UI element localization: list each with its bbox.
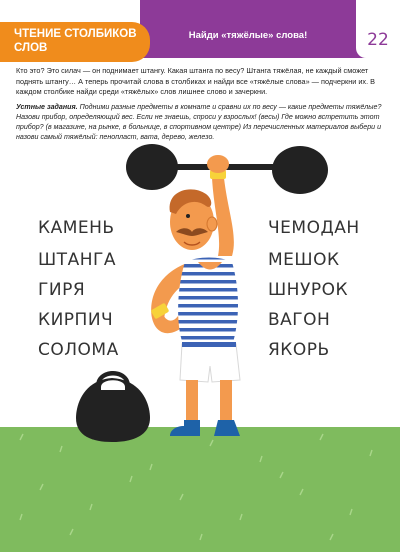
section-title: ЧТЕНИЕ СТОЛБИКОВ СЛОВ bbox=[14, 28, 137, 54]
shorts bbox=[180, 344, 240, 382]
right-word-2: МЕШОК bbox=[268, 250, 340, 270]
left-word-5: СОЛОМА bbox=[38, 340, 119, 360]
striped-shirt bbox=[178, 258, 238, 347]
barbell-right-weight bbox=[272, 146, 328, 194]
grass bbox=[0, 427, 400, 552]
barbell-left-weight bbox=[126, 144, 178, 190]
page-subtitle: Найди «тяжёлые» слова! bbox=[188, 30, 308, 41]
right-word-1: ЧЕМОДАН bbox=[268, 218, 360, 238]
left-word-2: ШТАНГА bbox=[38, 250, 116, 270]
ear bbox=[207, 217, 217, 231]
right-sock bbox=[214, 420, 240, 436]
left-word-1: КАМЕНЬ bbox=[38, 218, 115, 238]
right-word-5: ЯКОРЬ bbox=[268, 340, 330, 360]
oral-task-label: Устные задания. bbox=[16, 103, 78, 111]
intro-paragraph: Кто это? Это силач — он поднимает штангу. Какая штанга по весу? Штанга тяжёлая, не каждый сможет поднять штангу… А теперь прочитай слова в столбиках и найди все «тяжёлые слова» — подчеркни их. В каждом столбике найди среди «тяжёлых» слов лишнее слово и зачеркни. bbox=[16, 66, 375, 97]
left-leg bbox=[186, 380, 198, 424]
raised-arm bbox=[212, 178, 234, 256]
oral-task-text: Подними разные предметы в комнате и сравни их по весу — какие предметы тяжёлые? Назови прибор, определяющий вес. Если не знаешь, спроси у взрослых! (весы) Где можно встретить этот прибор? (в магазине, на рынке, в больнице, в спортивном центре) Из перечисленных материалов выбери и назови самый тяжёлый: пенопласт, вата, дерево, железо. bbox=[16, 103, 382, 141]
page-number: 22 bbox=[367, 30, 389, 50]
left-word-3: ГИРЯ bbox=[38, 280, 86, 300]
right-leg bbox=[220, 380, 232, 424]
left-word-4: КИРПИЧ bbox=[38, 310, 114, 330]
right-word-4: ВАГОН bbox=[268, 310, 331, 330]
right-word-3: ШНУРОК bbox=[268, 280, 349, 300]
